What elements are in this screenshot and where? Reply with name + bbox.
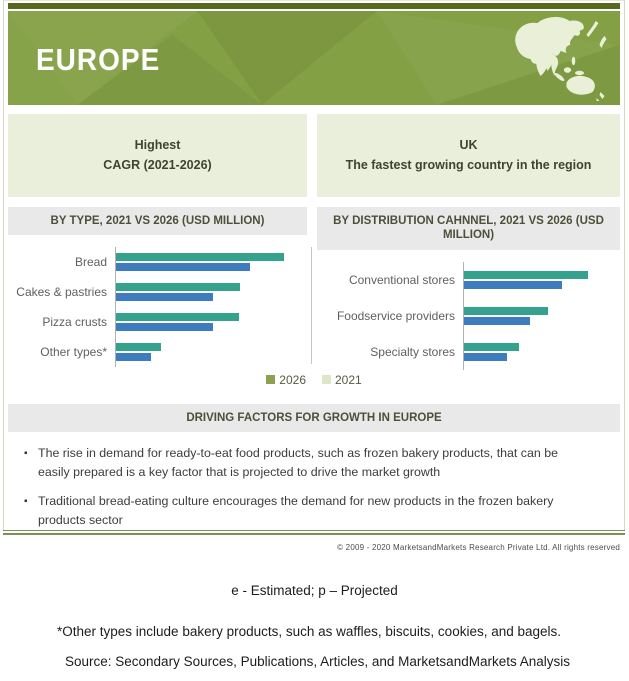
category-label: Bread — [74, 255, 107, 270]
chart-row — [8, 307, 307, 337]
top-accent-strip — [8, 3, 620, 9]
bar-2026 — [116, 313, 239, 321]
bar-group — [463, 298, 620, 334]
category-label: Other types* — [40, 345, 107, 360]
legend-label: 2021 — [335, 372, 362, 387]
driving-factor-item — [24, 492, 590, 530]
category-label: Pizza crusts — [42, 315, 107, 330]
chart-row — [317, 262, 620, 298]
driving-factor-text: Traditional bread-eating culture encourages the demand for new products in the frozen bakery products sector — [38, 494, 554, 528]
category-label: Cakes & pastries — [16, 285, 107, 300]
infographic-panel — [3, 0, 625, 535]
bar-2026 — [464, 271, 588, 279]
bar-2021 — [464, 353, 507, 361]
chart-plot-area — [317, 250, 620, 370]
bar-group — [115, 337, 307, 367]
bar-2021 — [116, 353, 151, 361]
legend-item-2021 — [322, 373, 362, 387]
driving-factors-title: DRIVING FACTORS FOR GROWTH IN EUROPE — [8, 404, 620, 432]
bar-2021 — [116, 323, 213, 331]
chart-by-type — [8, 207, 307, 370]
bar-2021 — [464, 281, 562, 289]
highlight-box-title: Highest — [134, 138, 181, 153]
highlight-box-subtitle: The fastest growing country in the region — [345, 157, 592, 172]
bar-2026 — [116, 283, 240, 291]
category-label: Conventional stores — [348, 272, 455, 287]
source-note: Source: Secondary Sources, Publications, Articles, and MarketsandMarkets Analysis — [65, 654, 570, 669]
category-label: Foodservice providers — [336, 308, 455, 323]
bar-group — [115, 307, 307, 337]
bar-2026 — [116, 343, 161, 351]
chart-legend — [4, 372, 624, 388]
region-title: EUROPE — [36, 43, 161, 77]
bar-2021 — [464, 317, 530, 325]
driving-factor-item — [24, 444, 590, 482]
highlight-box-uk — [317, 114, 620, 197]
bar-group — [463, 334, 620, 370]
bar-group — [463, 262, 620, 298]
bar-group — [115, 277, 307, 307]
asia-pacific-map-icon — [508, 13, 616, 101]
chart-row — [317, 334, 620, 370]
bar-2021 — [116, 263, 250, 271]
highlight-box-title: UK — [459, 138, 478, 153]
chart-column-divider — [311, 247, 312, 364]
driving-factor-text: The rise in demand for ready-to-eat food products, such as frozen bakery products, that can be easily prepared is a key factor that is projected to drive the market growth — [38, 445, 559, 479]
region-header — [8, 11, 620, 105]
charts-row — [8, 207, 620, 370]
legend-label: 2026 — [279, 372, 306, 387]
legend-swatch-2026 — [266, 375, 275, 384]
highlight-box-subtitle: CAGR (2021-2026) — [103, 157, 212, 172]
highlight-box-cagr — [8, 114, 307, 197]
bullet-square-icon: ▪ — [24, 496, 28, 508]
bottom-separator-line — [3, 530, 625, 535]
legend-item-2026 — [266, 373, 306, 387]
other-types-footnote: *Other types include bakery products, such as waffles, biscuits, cookies, and bagels. — [57, 624, 562, 639]
driving-factors-section — [8, 404, 620, 531]
estimate-projected-note: e - Estimated; p – Projected — [231, 583, 398, 598]
bar-group — [115, 247, 307, 277]
bar-2026 — [464, 343, 519, 351]
legend-swatch-2021 — [322, 375, 331, 384]
highlight-boxes-row — [8, 114, 620, 197]
chart-row — [8, 337, 307, 367]
chart-row — [8, 247, 307, 277]
chart-by-distribution-channel — [317, 207, 620, 370]
copyright-notice: © 2009 - 2020 MarketsandMarkets Research Private Ltd. All rights reserved — [337, 543, 620, 552]
bar-2021 — [116, 293, 213, 301]
bullet-square-icon: ▪ — [24, 447, 28, 459]
chart-row — [317, 298, 620, 334]
chart-title: BY DISTRIBUTION CAHNNEL, 2021 VS 2026 (USD MILLION) — [317, 207, 620, 250]
driving-factors-list — [8, 432, 620, 531]
chart-row — [8, 277, 307, 307]
chart-title: BY TYPE, 2021 VS 2026 (USD MILLION) — [8, 207, 307, 235]
category-label: Specialty stores — [370, 344, 455, 359]
chart-plot-area — [8, 235, 307, 367]
bar-2026 — [464, 307, 548, 315]
bar-2026 — [116, 253, 284, 261]
